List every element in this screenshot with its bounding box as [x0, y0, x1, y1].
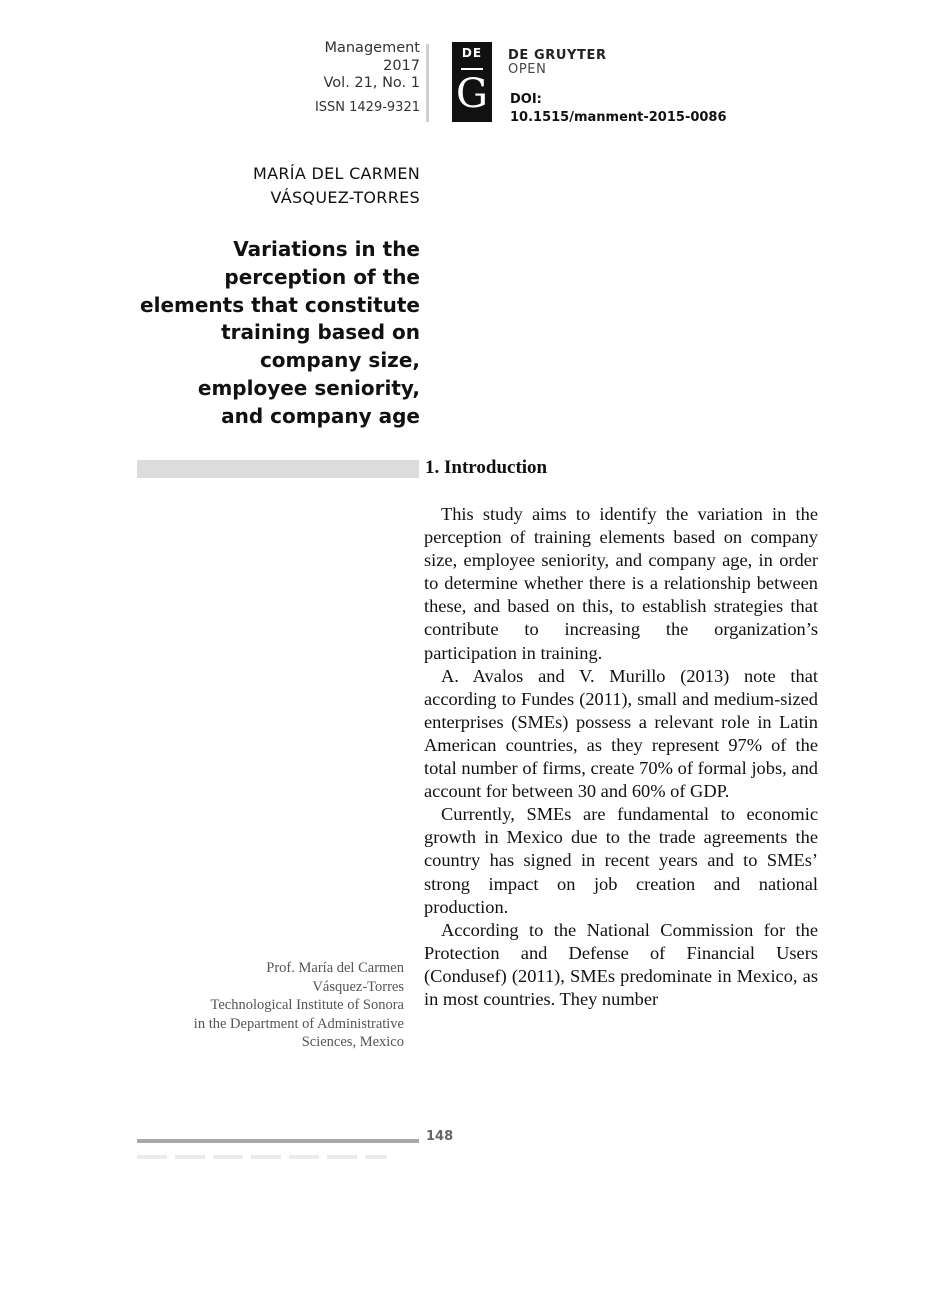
- journal-volume: Vol. 21, No. 1: [323, 75, 420, 91]
- journal-issn: ISSN 1429-9321: [314, 99, 420, 115]
- body-paragraph: This study aims to identify the variation in the perception of training elements based on company size, employee seniority, and company age, in order to determine whether there is a relationship between these, and based on this, to establish strategies that contribute to increasing the organization’s participation in training.: [424, 504, 818, 663]
- footer-rule: [137, 1139, 419, 1143]
- section-heading: 1. Introduction: [425, 457, 548, 478]
- body-paragraph: A. Avalos and V. Murillo (2013) note that according to Fundes (2011), small and medium-sized enterprises (SMEs) possess a relevant role in Latin American countries, as they represent 97% of the total number of firms, create 70% of formal jobs, and account for between 30 and 60% of GDP.: [424, 665, 818, 802]
- affiliation-line: Prof. María del Carmen: [266, 960, 404, 976]
- doi-value: 10.1515/manment-2015-0086: [510, 110, 727, 125]
- title-line: perception of the: [224, 264, 420, 289]
- title-line: company size,: [259, 348, 420, 373]
- title-line: elements that constitute: [140, 292, 420, 317]
- article-title: [130, 236, 420, 431]
- page-number: 148: [426, 1129, 454, 1144]
- title-line: employee seniority,: [197, 375, 420, 400]
- body-text: [424, 503, 818, 1011]
- logo-divider: [461, 68, 483, 70]
- affiliation-line: Sciences, Mexico: [301, 1034, 404, 1050]
- journal-year: 2017: [383, 57, 420, 74]
- doi: [510, 91, 727, 127]
- author-name: [160, 162, 420, 210]
- journal-info: [260, 40, 420, 116]
- publisher-logo: [452, 42, 492, 122]
- affiliation-line: in the Department of Administrative: [193, 1015, 404, 1032]
- logo-bottom-text: G: [456, 71, 488, 117]
- body-paragraph: Currently, SMEs are fundamental to economic growth in Mexico due to the trade agreements the country has signed in recent years and to SMEs’ strong impact on job creation and national production.: [424, 804, 818, 917]
- footer-faint-line: [137, 1155, 387, 1159]
- publisher-name-block: [508, 49, 607, 77]
- logo-top-text: DE: [461, 46, 483, 60]
- title-line: training based on: [221, 320, 420, 345]
- affiliation-line: Vásquez-Torres: [312, 978, 404, 995]
- title-line: and company age: [221, 403, 420, 428]
- body-paragraph: According to the National Commission for the Protection and Defense of Financial Users (Condusef) (2011), SMEs predominate in Mexico, as in most countries. They number: [424, 919, 818, 1009]
- affiliation-line: Technological Institute of Sonora: [210, 997, 404, 1013]
- title-line: Variations in the: [233, 237, 420, 261]
- section-bar: [137, 460, 419, 478]
- journal-name: Management: [324, 40, 420, 56]
- publisher-sub: OPEN: [508, 62, 547, 77]
- publisher-name: DE GRUYTER: [508, 48, 607, 63]
- author-name-line: VÁSQUEZ-TORRES: [270, 188, 420, 207]
- author-affiliation: [140, 959, 404, 1052]
- doi-label: DOI:: [510, 92, 542, 107]
- author-name-line: MARÍA DEL CARMEN: [253, 164, 420, 183]
- journal-info-divider: [426, 44, 429, 122]
